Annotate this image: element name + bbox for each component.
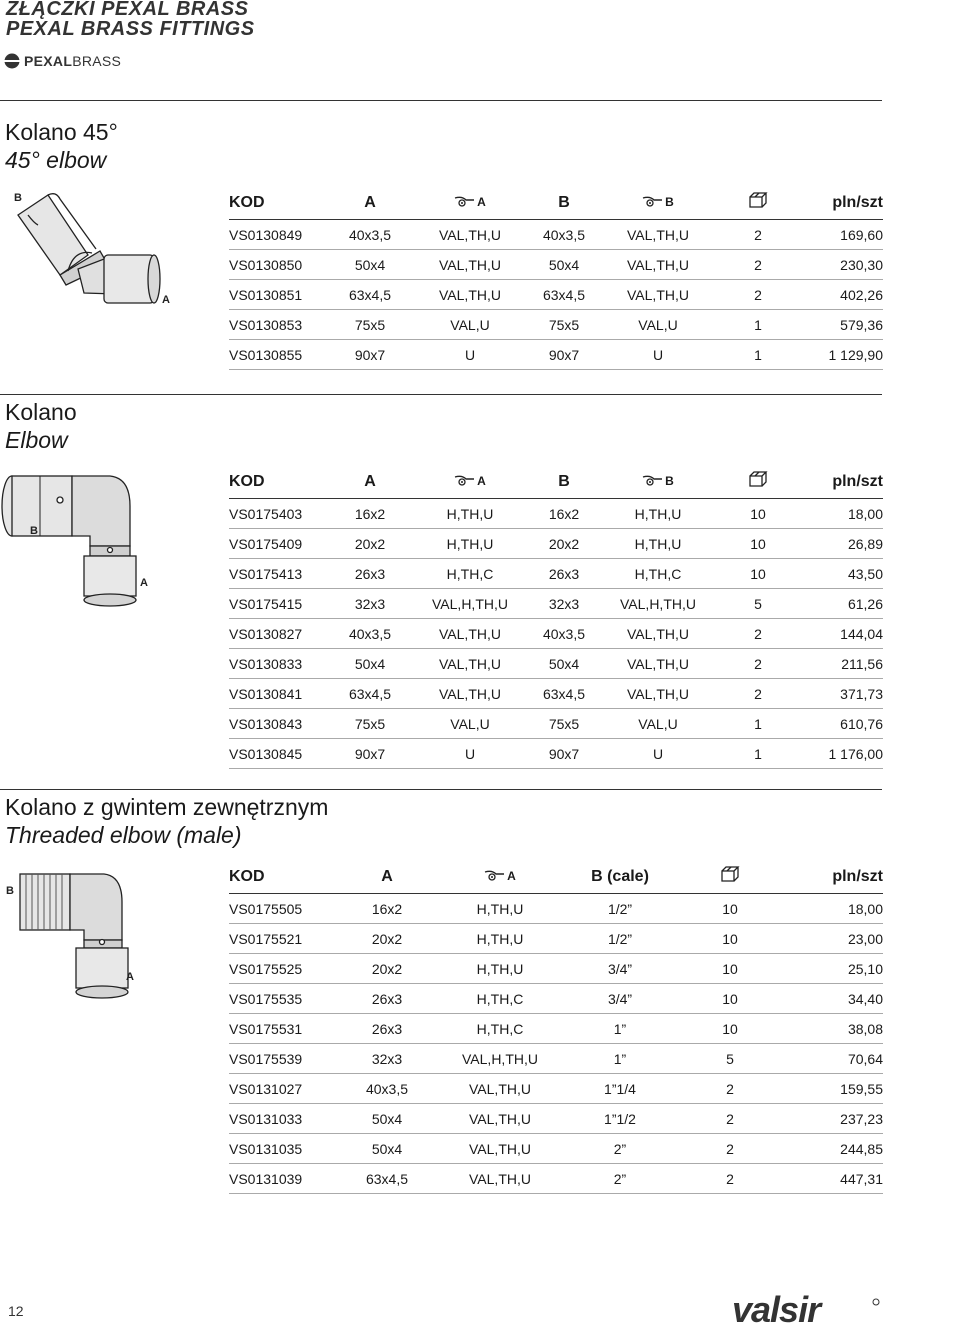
package-icon <box>720 866 740 882</box>
press-tool-icon: B <box>642 474 674 488</box>
brand-bold: PEXAL <box>24 53 73 69</box>
press-tool-icon: A <box>454 195 486 209</box>
product-table <box>229 465 883 769</box>
threaded-elbow-diagram <box>0 866 160 1006</box>
table-row: VS0175403 16x2 H,TH,U 16x2 H,TH,U 10 18,00 <box>229 499 883 529</box>
col-code: KOD <box>229 186 325 220</box>
table-row: VS0175505 16x2 H,TH,U 1/2” 10 18,00 <box>229 894 883 924</box>
col-a: A <box>325 465 415 499</box>
section-title <box>5 793 328 849</box>
col-tool-b <box>603 186 713 220</box>
col-b-inch: B (cale) <box>565 860 675 894</box>
table-header-row <box>229 186 883 220</box>
table-row: VS0175409 20x2 H,TH,U 20x2 H,TH,U 10 26,89 <box>229 529 883 559</box>
table-row: VS0175413 26x3 H,TH,C 26x3 H,TH,C 10 43,50 <box>229 559 883 589</box>
section-title-pl: Kolano z gwintem zewnętrznym <box>5 794 329 820</box>
table-row: VS0130845 90x7 U 90x7 U 1 1 176,00 <box>229 739 883 769</box>
col-tool-a <box>415 186 525 220</box>
table-row: VS0175525 20x2 H,TH,U 3/4” 10 25,10 <box>229 954 883 984</box>
elbow-diagram <box>0 466 160 616</box>
table-row: VS0130855 90x7 U 90x7 U 1 1 129,90 <box>229 340 883 370</box>
table-header-row <box>229 860 883 894</box>
col-a: A <box>339 860 435 894</box>
table-row: VS0131035 50x4 VAL,TH,U 2” 2 244,85 <box>229 1134 883 1164</box>
header-title-pl: ZŁĄCZKI PEXAL BRASS <box>6 0 249 20</box>
diagram-label-b: B <box>6 885 14 897</box>
product-table <box>229 186 883 370</box>
col-code: KOD <box>229 465 325 499</box>
table-row: VS0131027 40x3,5 VAL,TH,U 1”1/4 2 159,55 <box>229 1074 883 1104</box>
table-row: VS0175415 32x3 VAL,H,TH,U 32x3 VAL,H,TH,U 5 61,26 <box>229 589 883 619</box>
col-pack <box>713 186 803 220</box>
valsir-logo <box>732 1290 882 1330</box>
table-row: VS0130849 40x3,5 VAL,TH,U 40x3,5 VAL,TH,U 2 169,60 <box>229 220 883 250</box>
col-price: pln/szt <box>803 465 883 499</box>
section-title <box>5 398 77 454</box>
section-title-en: 45° elbow <box>5 147 107 173</box>
col-tool-a <box>435 860 565 894</box>
col-b: B <box>525 186 603 220</box>
product-table <box>229 860 883 1194</box>
table-row: VS0130851 63x4,5 VAL,TH,U 63x4,5 VAL,TH,U 2 402,26 <box>229 280 883 310</box>
table-row: VS0175531 26x3 H,TH,C 1” 10 38,08 <box>229 1014 883 1044</box>
brand-logo <box>4 52 121 70</box>
col-b: B <box>525 465 603 499</box>
press-tool-icon: B <box>642 195 674 209</box>
diagram-label-a: A <box>140 577 148 589</box>
col-code: KOD <box>229 860 339 894</box>
table-row: VS0130833 50x4 VAL,TH,U 50x4 VAL,TH,U 2 211,56 <box>229 649 883 679</box>
elbow-45-diagram <box>8 185 188 325</box>
table-row: VS0131039 63x4,5 VAL,TH,U 2” 2 447,31 <box>229 1164 883 1194</box>
package-icon <box>748 192 768 208</box>
header-title-en: PEXAL BRASS FITTINGS <box>6 18 255 40</box>
table-row: VS0130850 50x4 VAL,TH,U 50x4 VAL,TH,U 2 230,30 <box>229 250 883 280</box>
diagram-label-a: A <box>162 294 170 306</box>
col-a: A <box>325 186 415 220</box>
table-header-row <box>229 465 883 499</box>
package-icon <box>748 471 768 487</box>
page-header <box>0 0 960 78</box>
section-title-en: Threaded elbow (male) <box>5 822 242 848</box>
table-row: VS0130853 75x5 VAL,U 75x5 VAL,U 1 579,36 <box>229 310 883 340</box>
page-number: 12 <box>8 1303 24 1319</box>
section-divider <box>0 789 882 790</box>
diagram-label-a: A <box>126 971 134 983</box>
table-row: VS0175535 26x3 H,TH,C 3/4” 10 34,40 <box>229 984 883 1014</box>
table-row: VS0131033 50x4 VAL,TH,U 1”1/2 2 237,23 <box>229 1104 883 1134</box>
table-row: VS0130841 63x4,5 VAL,TH,U 63x4,5 VAL,TH,U 2 371,73 <box>229 679 883 709</box>
section-title-en: Elbow <box>5 427 68 453</box>
press-tool-icon: A <box>484 869 516 883</box>
diagram-label-b: B <box>30 525 38 537</box>
table-row: VS0130843 75x5 VAL,U 75x5 VAL,U 1 610,76 <box>229 709 883 739</box>
table-row: VS0175521 20x2 H,TH,U 1/2” 10 23,00 <box>229 924 883 954</box>
brand-thin: BRASS <box>72 53 122 69</box>
diagram-label-b: B <box>14 192 22 204</box>
col-tool-a <box>415 465 525 499</box>
svg-text:valsir: valsir <box>732 1290 821 1330</box>
col-price: pln/szt <box>785 860 883 894</box>
section-title-pl: Kolano 45° <box>5 119 118 145</box>
col-tool-b <box>603 465 713 499</box>
section-title-pl: Kolano <box>5 399 77 425</box>
section-title <box>5 118 118 174</box>
table-row: VS0175539 32x3 VAL,H,TH,U 1” 5 70,64 <box>229 1044 883 1074</box>
col-price: pln/szt <box>803 186 883 220</box>
section-divider <box>0 100 882 101</box>
section-divider <box>0 394 882 395</box>
pexal-logo-icon <box>4 53 20 69</box>
col-pack <box>675 860 785 894</box>
col-pack <box>713 465 803 499</box>
table-row: VS0130827 40x3,5 VAL,TH,U 40x3,5 VAL,TH,U 2 144,04 <box>229 619 883 649</box>
press-tool-icon: A <box>454 474 486 488</box>
